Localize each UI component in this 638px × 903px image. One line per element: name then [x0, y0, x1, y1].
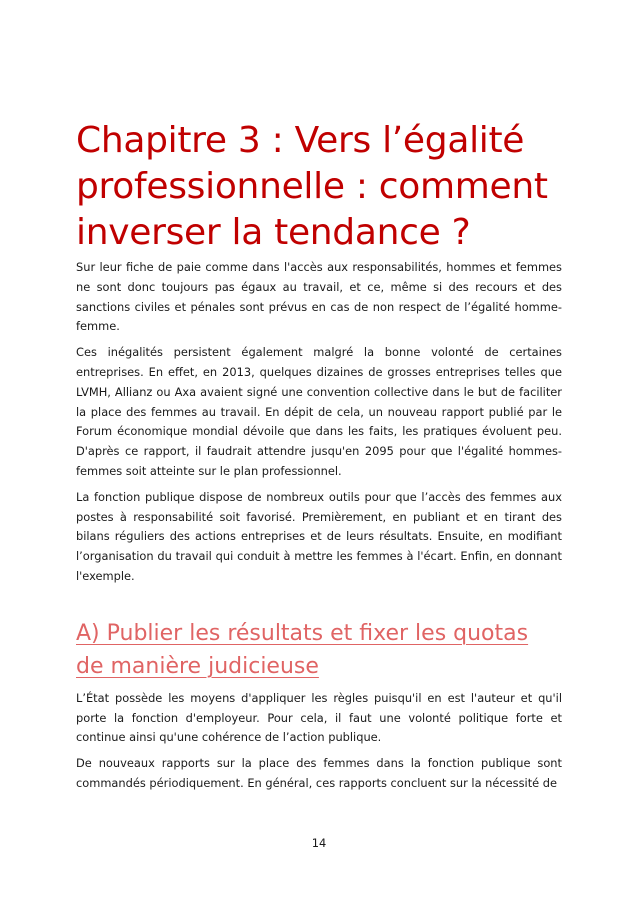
body-paragraph: Ces inégalités persistent également malgré la bonne volonté de certaines entreprises. En effet, en 2013, quelques dizaines de grosses entreprises telles que LVMH, Allianz ou Axa avaient signé une convention collective dans le but de faciliter la place des femmes au travail. En dépit de cela, un nouveau rapport publié par le Forum économique mondial dévoile que dans les faits, les pratiques évoluent peu. D'après ce rapport, il faudrait attendre jusqu'en 2095 pour que l'égalité hommes-femmes soit atteinte sur le plan professionnel.	[76, 345, 562, 478]
page-number: 14	[311, 836, 327, 850]
body-paragraph: De nouveaux rapports sur la place des femmes dans la fonction publique sont commandés périodiquement. En général, ces rapports concluent sur la nécessité de	[76, 756, 562, 790]
page-content	[76, 118, 562, 794]
section-heading: A) Publier les résultats et fixer les quotas de manière judicieuse	[76, 620, 529, 679]
body-paragraph: La fonction publique dispose de nombreux outils pour que l’accès des femmes aux postes à responsabilité soit favorisé. Premièrement, en publiant et en tirant des bilans réguliers des actions entreprises et de leurs résultats. Ensuite, en modifiant l’organisation du travail qui conduit à mettre les femmes à l'écart. Enfin, en donnant l'exemple.	[76, 489, 562, 583]
chapter-title: Chapitre 3 : Vers l’égalité professionnelle : comment inverser la tendance ?	[76, 120, 548, 253]
body-paragraph: Sur leur fiche de paie comme dans l'accès aux responsabilités, hommes et femmes ne sont donc toujours pas égaux au travail, et ce, même si des recours et des sanctions civiles et pénales sont prévus en cas de non respect de l’égalité homme-femme.	[76, 260, 562, 334]
body-paragraph: L’État possède les moyens d'appliquer les règles puisqu'il en est l'auteur et qu'il porte la fonction d'employeur. Pour cela, il faut une volonté politique forte et continue ainsi qu'une cohérence de l’action publique.	[76, 690, 562, 745]
